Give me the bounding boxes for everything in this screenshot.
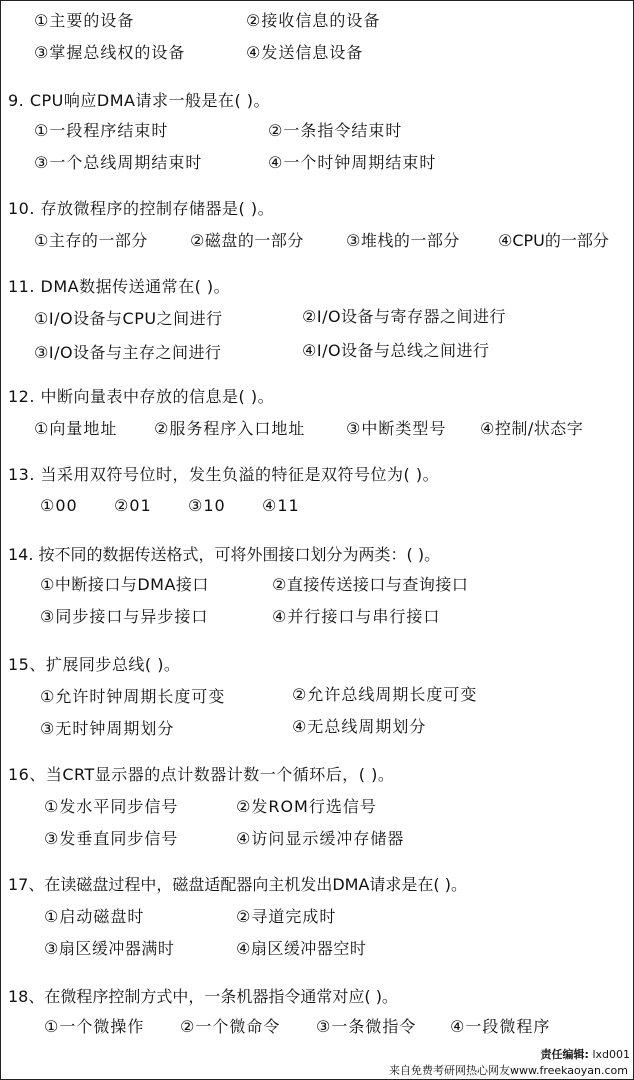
q16-option-2: ②发ROM行选信号 bbox=[236, 797, 377, 816]
q15-option-3: ③无时钟周期划分 bbox=[40, 719, 175, 738]
q10-option-1: ①主存的一部分 bbox=[34, 231, 148, 250]
q9-stem: 9. CPU响应DMA请求一般是在( )。 bbox=[8, 91, 271, 110]
q11-stem: 11. DMA数据传送通常在( )。 bbox=[8, 277, 231, 296]
footer-editor bbox=[541, 1046, 630, 1062]
q17-option-3: ③扇区缓冲器满时 bbox=[44, 939, 175, 958]
q17-option-4: ④扇区缓冲器空时 bbox=[236, 939, 367, 958]
q8-option-4: ④发送信息设备 bbox=[246, 43, 364, 62]
q14-stem: 14. 按不同的数据传送格式，可将外围接口划分为两类：( )。 bbox=[8, 545, 441, 564]
q17-option-1: ①启动磁盘时 bbox=[44, 907, 145, 926]
q14-option-3: ③同步接口与异步接口 bbox=[40, 607, 209, 626]
q14-option-2: ②直接传送接口与查询接口 bbox=[272, 575, 469, 594]
q10-stem: 10. 存放微程序的控制存储器是( )。 bbox=[8, 199, 275, 218]
q13-stem: 13. 当采用双符号位时，发生负溢的特征是双符号位为( )。 bbox=[8, 465, 440, 484]
q9-option-4: ④一个时钟周期结束时 bbox=[268, 153, 437, 172]
q15-stem: 15、扩展同步总线( )。 bbox=[8, 655, 181, 674]
q17-stem: 17、在读磁盘过程中，磁盘适配器向主机发出DMA请求是在( )。 bbox=[8, 875, 468, 894]
q11-option-4: ④I/O设备与总线之间进行 bbox=[302, 341, 490, 360]
q18-option-3: ③一条微指令 bbox=[316, 1017, 417, 1036]
q15-option-4: ④无总线周期划分 bbox=[292, 717, 427, 736]
q18-option-1: ①一个微操作 bbox=[44, 1017, 145, 1036]
q15-option-1: ①允许时钟周期长度可变 bbox=[40, 687, 226, 706]
q15-option-2: ②允许总线周期长度可变 bbox=[292, 685, 478, 704]
q16-stem: 16、当CRT显示器的点计数器计数一个循环后，( )。 bbox=[8, 765, 395, 784]
q13-option-2: ②01 bbox=[114, 496, 152, 515]
q14-option-1: ①中断接口与DMA接口 bbox=[40, 575, 209, 594]
q9-option-3: ③一个总线周期结束时 bbox=[34, 153, 203, 172]
q18-option-2: ②一个微命令 bbox=[180, 1017, 281, 1036]
q9-option-1: ①一段程序结束时 bbox=[34, 121, 169, 140]
q16-option-3: ③发垂直同步信号 bbox=[44, 829, 179, 848]
q8-option-1: ①主要的设备 bbox=[34, 11, 135, 30]
q10-option-3: ③堆栈的一部分 bbox=[346, 231, 460, 250]
q13-option-1: ①00 bbox=[40, 496, 78, 515]
q8-option-3: ③掌握总线权的设备 bbox=[34, 43, 186, 62]
q10-option-4: ④CPU的一部分 bbox=[498, 231, 609, 250]
q18-stem: 18、在微程序控制方式中，一条机器指令通常对应( )。 bbox=[8, 987, 398, 1006]
q12-option-1: ①向量地址 bbox=[34, 419, 118, 438]
q12-stem: 12. 中断向量表中存放的信息是( )。 bbox=[8, 387, 275, 406]
q11-option-1: ①I/O设备与CPU之间进行 bbox=[34, 309, 223, 328]
q14-option-4: ④并行接口与串行接口 bbox=[272, 607, 441, 626]
q12-option-4: ④控制/状态字 bbox=[480, 419, 584, 438]
q10-option-2: ②磁盘的一部分 bbox=[190, 231, 304, 250]
q9-option-2: ②一条指令结束时 bbox=[268, 121, 403, 140]
q12-option-3: ③中断类型号 bbox=[346, 419, 447, 438]
q13-option-3: ③10 bbox=[188, 496, 226, 515]
editor-name: lxd001 bbox=[588, 1048, 630, 1061]
q11-option-3: ③I/O设备与主存之间进行 bbox=[34, 343, 222, 362]
q12-option-2: ②服务程序入口地址 bbox=[154, 419, 306, 438]
footer-source: 来自免费考研网热心网友www.freekaoyan.com bbox=[388, 1064, 628, 1077]
q17-option-2: ②寻道完成时 bbox=[236, 907, 337, 926]
editor-label: 责任编辑: bbox=[540, 1048, 589, 1061]
q11-option-2: ②I/O设备与寄存器之间进行 bbox=[302, 307, 507, 326]
q16-option-4: ④访问显示缓冲存储器 bbox=[236, 829, 405, 848]
q13-option-4: ④11 bbox=[262, 496, 300, 515]
q18-option-4: ④一段微程序 bbox=[450, 1017, 551, 1036]
q16-option-1: ①发水平同步信号 bbox=[44, 797, 179, 816]
q8-option-2: ②接收信息的设备 bbox=[246, 11, 381, 30]
